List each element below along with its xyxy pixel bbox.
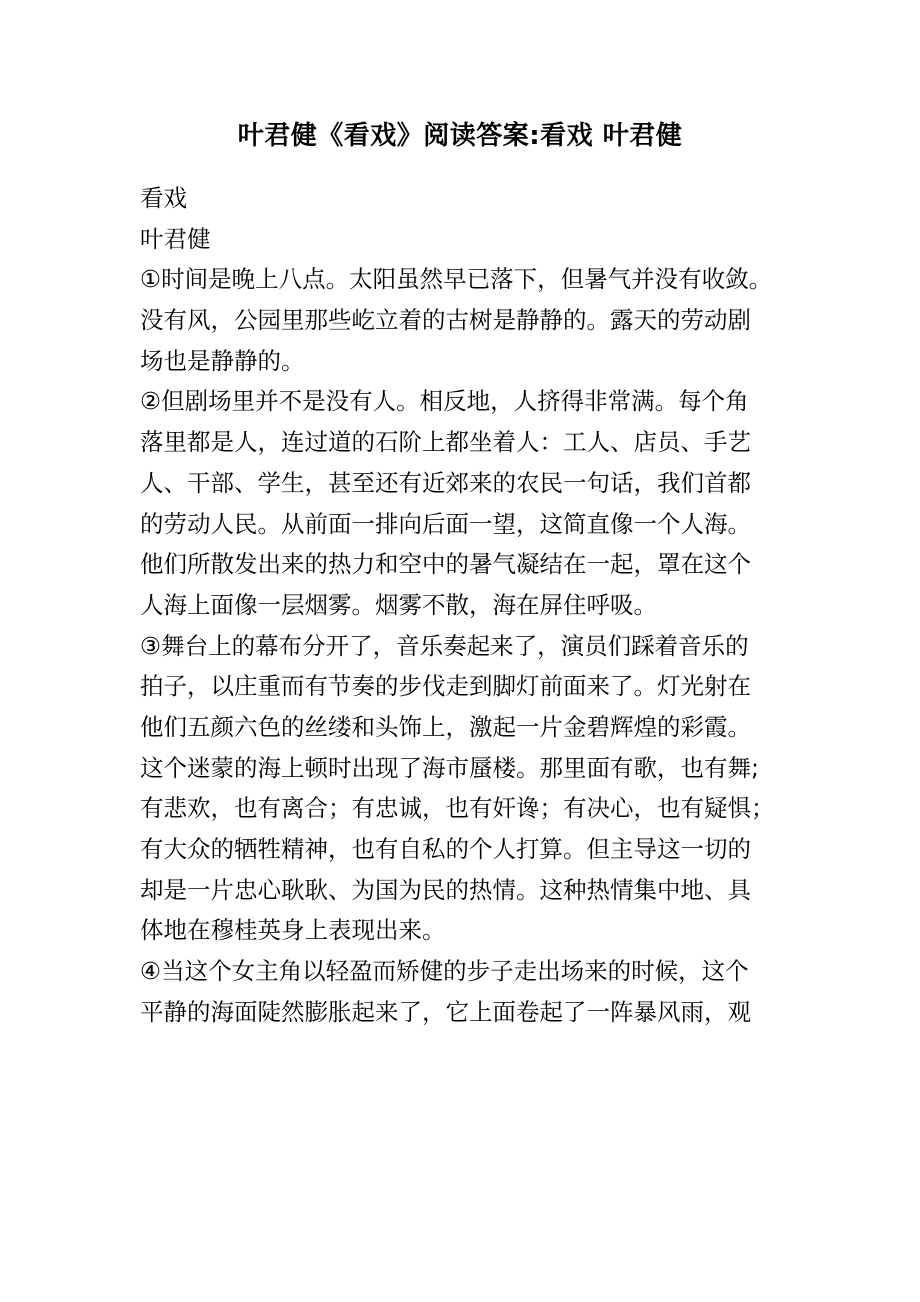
text-line: 有悲欢，也有离合；有忠诚，也有奸谗；有决心，也有疑惧；: [140, 794, 775, 823]
text-line: ①时间是晚上八点。太阳虽然早已落下，但暑气并没有收敛。: [140, 265, 773, 294]
text-line: 他们五颜六色的丝缕和头饰上，激起一片金碧辉煌的彩霞。: [140, 712, 751, 741]
text-line-heading: 看戏: [140, 184, 187, 212]
text-line: 拍子，以庄重而有节奏的步伐走到脚灯前面来了。灯光射在: [140, 672, 751, 701]
text-line: 没有风，公园里那些屹立着的古树是静静的。露天的劳动剧: [140, 306, 751, 335]
text-line: 平静的海面陡然膨胀起来了，它上面卷起了一阵暴风雨，观: [140, 997, 751, 1026]
text-line: 人海上面像一层烟雾。烟雾不散，海在屏住呼吸。: [140, 590, 657, 619]
text-line: 的劳动人民。从前面一排向后面一望，这简直像一个人海。: [140, 509, 751, 538]
text-line: 他们所散发出来的热力和空中的暑气凝结在一起，罩在这个: [140, 550, 751, 579]
text-line: 体地在穆桂英身上表现出来。: [140, 916, 446, 945]
text-line: ③舞台上的幕布分开了，音乐奏起来了，演员们踩着音乐的: [140, 631, 749, 660]
text-line: 这个迷蒙的海上顿时出现了海市蜃楼。那里面有歌，也有舞;: [140, 753, 759, 782]
text-line: ④当这个女主角以轻盈而矫健的步子走出场来的时候，这个: [140, 957, 749, 986]
text-line: 场也是静静的。: [140, 346, 305, 375]
text-line: 有大众的牺牲精神，也有自私的个人打算。但主导这一切的: [140, 835, 751, 863]
text-line: 人、干部、学生，甚至还有近郊来的农民一句话，我们首都: [140, 468, 751, 497]
text-line-author: 叶君健: [140, 224, 211, 253]
text-line: 却是一片忠心耿耿、为国为民的热情。这种热情集中地、具: [140, 875, 751, 904]
document-title: 叶君健《看戏》阅读答案:看戏 叶君健: [237, 121, 683, 151]
text-line: ②但剧场里并不是没有人。相反地，人挤得非常满。每个角: [140, 387, 749, 416]
document-body: [140, 178, 790, 1032]
text-line: 落里都是人，连过道的石阶上都坐着人：工人、店员、手艺: [140, 428, 751, 457]
